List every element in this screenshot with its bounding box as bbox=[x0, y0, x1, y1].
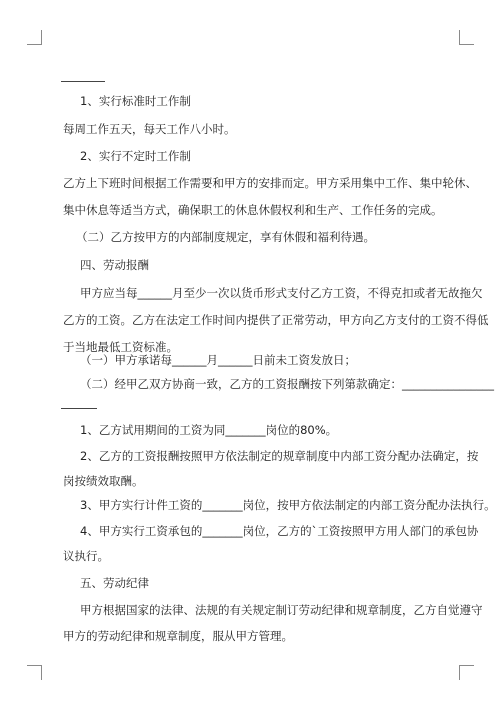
wage-payment-line-3: 于当地最低工资标准。 bbox=[63, 340, 178, 354]
discipline-line-2: 甲方的劳动纪律和规章制度，服从甲方管理。 bbox=[63, 629, 293, 643]
crop-mark-top-right bbox=[459, 30, 474, 45]
wage-item-4-line-2: 议执行。 bbox=[63, 549, 109, 563]
wage-payment-line-1: 甲方应当每______月至少一次以货币形式支付乙方工资，不得克扣或者无故拖欠 bbox=[80, 286, 483, 300]
wage-payment-line-2: 乙方的工资。乙方在法定工作时间内提供了正常劳动，甲方向乙方支付的工资不得低 bbox=[63, 313, 489, 327]
wage-item-1: 1、乙方试用期间的工资为同_______岗位的80%。 bbox=[80, 423, 338, 437]
clause-2-heading: 2、实行不定时工作制 bbox=[80, 149, 191, 163]
blank-underline-continued bbox=[61, 408, 97, 409]
wage-item-4-line-1: 4、甲方实行工资承包的_______岗位，乙方的`工资按照甲方用人部门的承包协 bbox=[80, 524, 479, 538]
crop-mark-top-left bbox=[27, 30, 42, 45]
wage-item-2-line-2: 岗按绩效取酬。 bbox=[63, 474, 144, 488]
wage-item-3: 3、甲方实行计件工资的_______岗位，按甲方依法制定的内部工资分配办法执行。 bbox=[80, 498, 496, 512]
clause-2-text-line-1: 乙方上下班时间根据工作需要和甲方的安排而定。甲方采用集中工作、集中轮休、 bbox=[63, 176, 477, 190]
discipline-line-1: 甲方根据国家的法律、法规的有关规定制订劳动纪律和规章制度，乙方自觉遵守 bbox=[80, 603, 483, 617]
section-5-heading: 五、劳动纪律 bbox=[80, 576, 149, 590]
clause-2-text-line-2: 集中休息等适当方式，确保职工的休息休假权利和生产、工作任务的完成。 bbox=[63, 203, 443, 217]
payday-clause: （一）甲方承诺每______月______日前未工资发放日； bbox=[80, 353, 356, 367]
wage-item-2-line-1: 2、乙方的工资报酬按照甲方依法制定的规章制度中内部工资分配办法确定，按 bbox=[80, 449, 479, 463]
section-2-rest-benefits: （二）乙方按甲方的内部制度规定，享有休假和福利待遇。 bbox=[76, 230, 375, 244]
crop-mark-bottom-left bbox=[27, 665, 42, 680]
clause-1-text: 每周工作五天，每天工作八小时。 bbox=[63, 122, 236, 136]
wage-method-clause: （二）经甲乙双方协商一致，乙方的工资报酬按下列第款确定：________________ bbox=[80, 377, 494, 391]
crop-mark-bottom-right bbox=[459, 665, 474, 680]
section-4-heading: 四、劳动报酬 bbox=[80, 258, 149, 272]
clause-1-heading: 1、实行标准时工作制 bbox=[80, 94, 191, 108]
blank-underline bbox=[61, 81, 105, 82]
